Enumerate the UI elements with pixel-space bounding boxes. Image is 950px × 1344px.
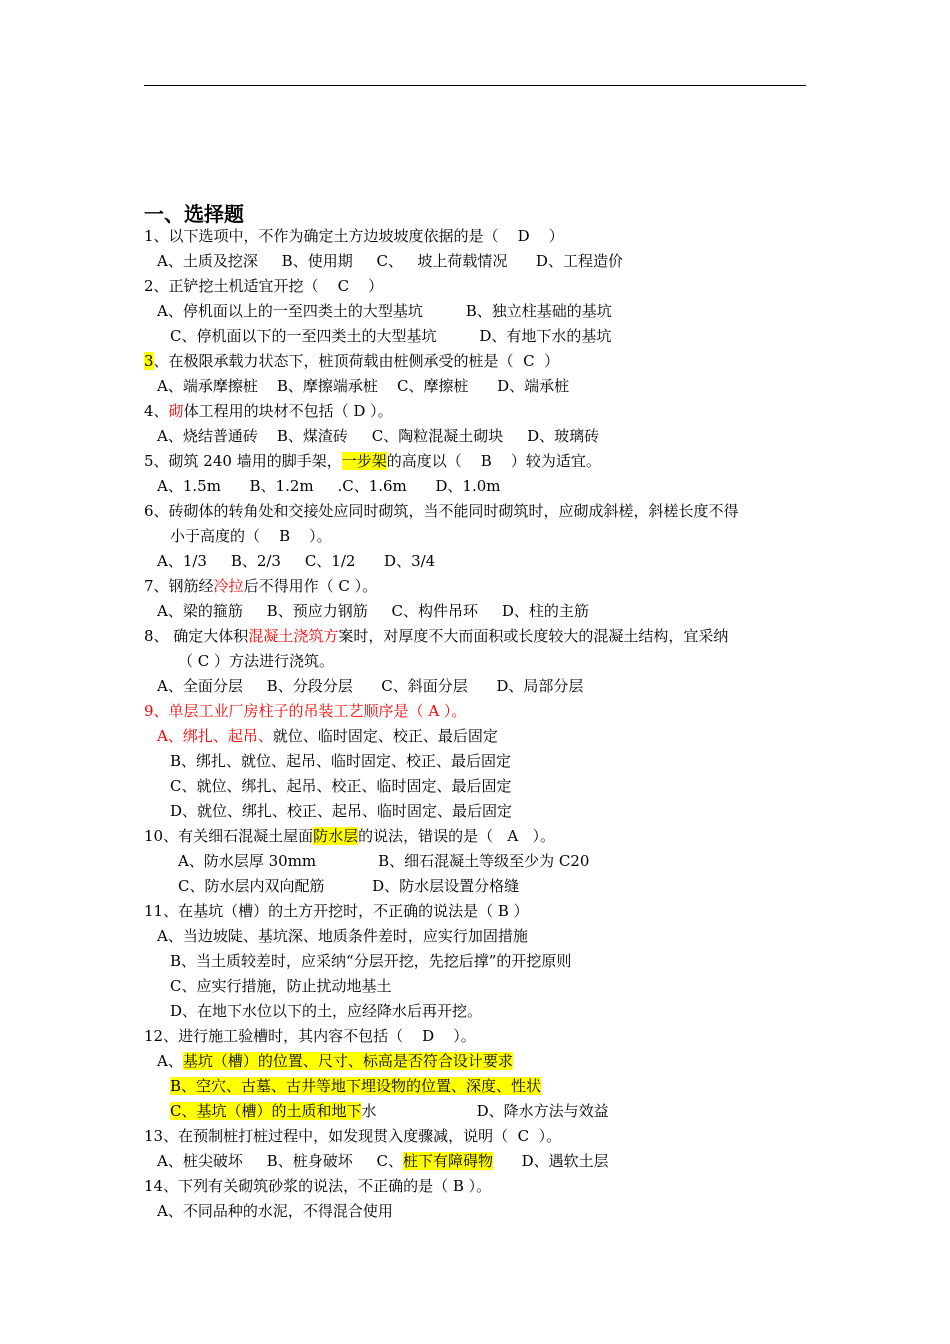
line-text: 的高度以（ B ）较为适宜。 <box>386 452 601 470</box>
line-text: 小于高度的（ B ）。 <box>170 527 332 545</box>
line-text: C、防水层内双向配筋 D、防水层设置分格缝 <box>178 877 520 895</box>
question-line <box>144 701 466 721</box>
line-text: 4、 <box>144 402 169 420</box>
question-line <box>144 451 601 471</box>
line-text: A、全面分层 B、分段分层 C、斜面分层 D、局部分层 <box>157 677 584 695</box>
question-line <box>170 951 571 971</box>
question-line <box>157 251 623 271</box>
line-text: 13、在预制桩打桩过程中，如发现贯入度骤减，说明（ C ）。 <box>144 1127 562 1145</box>
line-text: A、1.5m B、1.2m .C、1.6m D、1.0m <box>157 477 501 495</box>
line-text: D、就位、绑扎、校正、起吊、临时固定、最后固定 <box>170 802 513 820</box>
question-line <box>170 1101 609 1121</box>
red-text: A、绑扎、起吊、 <box>157 727 273 745</box>
line-text: 7、钢筋经 <box>144 577 214 595</box>
question-line <box>170 751 511 771</box>
question-line <box>144 1176 491 1196</box>
line-text: A、1/3 B、2/3 C、1/2 D、3/4 <box>157 552 436 570</box>
red-text: 砌 <box>168 402 184 420</box>
red-text: 冷拉 <box>213 577 244 595</box>
line-text: A、端承摩擦桩 B、摩擦端承桩 C、摩擦桩 D、端承桩 <box>157 377 570 395</box>
line-text: 11、在基坑（槽）的土方开挖时，不正确的说法是（ B ） <box>144 902 529 920</box>
line-text: A、 <box>157 1052 183 1070</box>
line-text: 10、有关细石混凝土屋面 <box>144 827 314 845</box>
highlighted-text: 桩下有障碍物 <box>403 1152 494 1170</box>
question-line <box>157 1151 609 1171</box>
red-text: 9、单层工业厂房柱子的吊装工艺顺序是（ A ）。 <box>144 702 467 720</box>
section-heading: 一、选择题 <box>144 202 244 226</box>
line-text: 体工程用的块材不包括（ D ）。 <box>183 402 393 420</box>
question-line <box>144 576 377 596</box>
line-text: 、在极限承载力状态下，桩顶荷载由桩侧承受的桩是（ C ） <box>153 352 560 370</box>
question-line <box>144 276 383 296</box>
question-line <box>144 226 564 246</box>
question-line <box>157 726 498 746</box>
line-text: C、应实行措施，防止扰动地基土 <box>170 977 392 995</box>
line-text: 12、进行施工验槽时，其内容不包括（ D ）。 <box>144 1027 476 1045</box>
question-line <box>144 1126 561 1146</box>
question-line <box>178 876 519 896</box>
line-text: 2、正铲挖土机适宜开挖（ C ） <box>144 277 384 295</box>
question-line <box>144 826 555 846</box>
line-text: A、土质及挖深 B、使用期 C、 坡上荷载情况 D、工程造价 <box>157 252 623 270</box>
highlighted-text: 防水层 <box>313 827 359 845</box>
line-text: 8、 确定大体积 <box>144 627 249 645</box>
line-text: D、遇软土层 <box>493 1152 609 1170</box>
line-text: 的说法，错误的是（ A ）。 <box>358 827 556 845</box>
line-text: 后不得用作（ C ）。 <box>243 577 378 595</box>
question-line <box>144 501 739 521</box>
line-text: A、停机面以上的一至四类土的大型基坑 B、独立柱基础的基坑 <box>157 302 612 320</box>
question-line <box>157 601 589 621</box>
line-text: 6、砖砌体的转角处和交接处应同时砌筑，当不能同时砌筑时，应砌成斜槎，斜槎长度不得 <box>144 502 739 520</box>
line-text: A、不同品种的水泥，不得混合使用 <box>157 1202 393 1220</box>
question-line <box>144 1026 476 1046</box>
question-line <box>178 651 334 671</box>
red-text: 混凝土浇筑方 <box>248 627 339 645</box>
highlighted-text: 基坑（槽）的位置、尺寸、标高是否符合设计要求 <box>182 1052 513 1070</box>
line-text: A、梁的箍筋 B、预应力钢筋 C、构件吊环 D、柱的主筋 <box>157 602 589 620</box>
line-text: A、烧结普通砖 B、煤渣砖 C、陶粒混凝土砌块 D、玻璃砖 <box>157 427 600 445</box>
question-line <box>170 1076 541 1096</box>
question-line <box>170 976 391 996</box>
highlighted-text: B、空穴、古墓、古井等地下埋设物的位置、深度、性状 <box>170 1077 542 1095</box>
question-line <box>144 901 529 921</box>
line-text: B、当土质较差时，应采纳“分层开挖，先挖后撑”的开挖原则 <box>170 952 572 970</box>
highlighted-text: C、基坑（槽）的土质和地下 <box>170 1102 362 1120</box>
question-line <box>157 301 612 321</box>
line-text: 1、以下选项中，不作为确定土方边坡坡度依据的是（ D ） <box>144 227 564 245</box>
question-line <box>170 801 512 821</box>
line-text: A、桩尖破坏 B、桩身破坏 C、 <box>157 1152 404 1170</box>
question-line <box>170 326 611 346</box>
question-line <box>157 376 569 396</box>
question-line <box>157 676 583 696</box>
question-line <box>170 1001 482 1021</box>
question-line <box>170 776 511 796</box>
question-line <box>144 626 728 646</box>
line-text: 14、下列有关砌筑砂浆的说法，不正确的是（ B ）。 <box>144 1177 492 1195</box>
line-text: A、当边坡陡、基坑深、地质条件差时，应实行加固措施 <box>157 927 528 945</box>
line-text: （ C ）方法进行浇筑。 <box>178 652 335 670</box>
question-line <box>157 476 501 496</box>
line-text: A、防水层厚 30mm B、细石混凝土等级至少为 C20 <box>178 852 590 870</box>
line-text: 案时，对厚度不大而面积或长度较大的混凝土结构，宜采纳 <box>338 627 729 645</box>
question-line <box>144 351 559 371</box>
question-line <box>157 926 528 946</box>
line-text: B、绑扎、就位、起吊、临时固定、校正、最后固定 <box>170 752 512 770</box>
line-text: C、就位、绑扎、起吊、校正、临时固定、最后固定 <box>170 777 512 795</box>
highlighted-text: 3 <box>144 352 154 370</box>
question-line <box>157 1051 513 1071</box>
line-text: C、停机面以下的一至四类土的大型基坑 D、有地下水的基坑 <box>170 327 612 345</box>
question-line <box>157 551 435 571</box>
line-text: 就位、临时固定、校正、最后固定 <box>272 727 498 745</box>
header-rule <box>144 85 806 86</box>
line-text: 5、砌筑 240 墙用的脚手架， <box>144 452 342 470</box>
question-line <box>178 851 589 871</box>
line-text: D、在地下水位以下的土，应经降水后再开挖。 <box>170 1002 483 1020</box>
question-line <box>144 401 393 421</box>
question-line <box>157 426 599 446</box>
question-line <box>170 526 332 546</box>
question-line <box>157 1201 393 1221</box>
line-text: 水 D、降水方法与效益 <box>361 1102 609 1120</box>
highlighted-text: 一步架 <box>341 452 387 470</box>
